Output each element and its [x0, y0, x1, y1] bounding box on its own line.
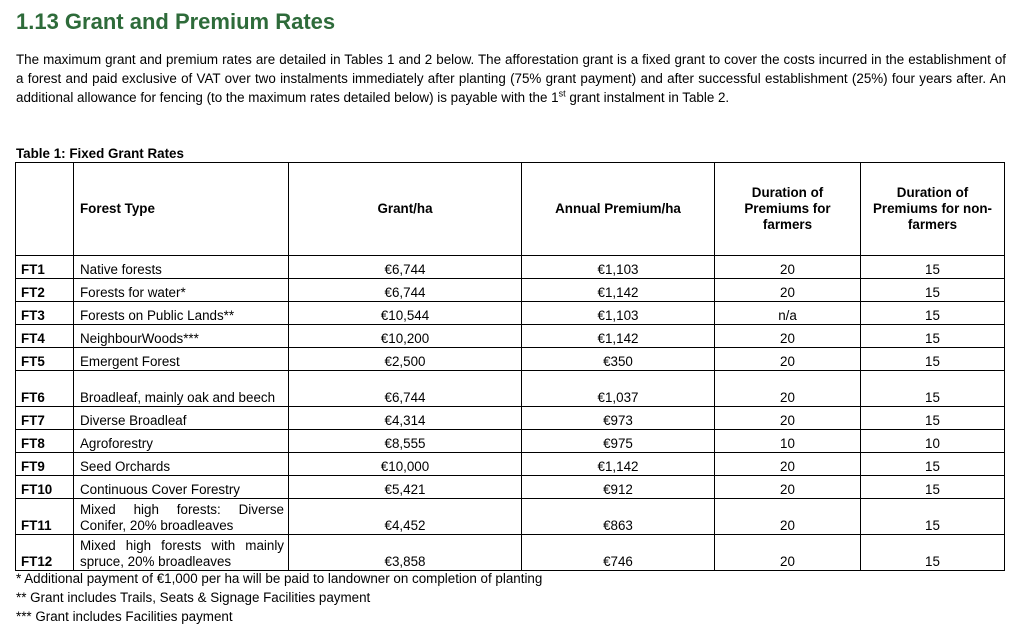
- row-code: FT1: [16, 256, 74, 279]
- row-duration-nonfarmers: 10: [861, 430, 1005, 453]
- header-code: [16, 163, 74, 256]
- row-grant: €10,000: [289, 453, 522, 476]
- row-duration-farmers: 20: [715, 256, 861, 279]
- row-forest-type: Mixed high forests with mainly spruce, 20% broadleaves: [74, 535, 289, 571]
- row-code: FT8: [16, 430, 74, 453]
- row-forest-type: Mixed high forests: Diverse Conifer, 20% broadleaves: [74, 499, 289, 535]
- row-premium: €746: [522, 535, 715, 571]
- row-premium: €863: [522, 499, 715, 535]
- row-grant: €5,421: [289, 476, 522, 499]
- row-duration-nonfarmers: 15: [861, 302, 1005, 325]
- row-forest-type: Diverse Broadleaf: [74, 407, 289, 430]
- row-duration-nonfarmers: 15: [861, 499, 1005, 535]
- table-row: [16, 302, 1005, 325]
- table-row: [16, 371, 1005, 407]
- row-code: FT6: [16, 371, 74, 407]
- row-premium: €1,142: [522, 325, 715, 348]
- row-duration-farmers: 20: [715, 371, 861, 407]
- table-row: [16, 256, 1005, 279]
- footnote-1: * Additional payment of €1,000 per ha will be paid to landowner on completion of planting: [16, 571, 543, 586]
- row-duration-nonfarmers: 15: [861, 279, 1005, 302]
- row-duration-farmers: 20: [715, 476, 861, 499]
- row-duration-farmers: 20: [715, 407, 861, 430]
- table-row: [16, 453, 1005, 476]
- intro-paragraph: [16, 50, 1006, 107]
- intro-superscript: st: [558, 88, 566, 99]
- row-grant: €3,858: [289, 535, 522, 571]
- row-duration-nonfarmers: 15: [861, 256, 1005, 279]
- row-premium: €350: [522, 348, 715, 371]
- intro-text-main: The maximum grant and premium rates are detailed in Tables 1 and 2 below. The afforestation grant is a fixed grant to cover the costs incurred in the establishment of a forest and paid exclusive of VAT over two instalments immediately after planting (75% grant payment) and after successful establishment (25%) four years after. An additional allowance for fencing (to the maximum rates detailed below) is payable with the 1: [16, 52, 1006, 105]
- row-code: FT11: [16, 499, 74, 535]
- row-forest-type: Broadleaf, mainly oak and beech: [74, 371, 289, 407]
- row-forest-type: Native forests: [74, 256, 289, 279]
- table-row: [16, 407, 1005, 430]
- row-code: FT12: [16, 535, 74, 571]
- header-grant: Grant/ha: [289, 163, 522, 256]
- row-grant: €6,744: [289, 371, 522, 407]
- row-grant: €8,555: [289, 430, 522, 453]
- row-grant: €4,452: [289, 499, 522, 535]
- row-duration-farmers: 10: [715, 430, 861, 453]
- row-grant: €10,200: [289, 325, 522, 348]
- row-duration-farmers: 20: [715, 325, 861, 348]
- row-code: FT9: [16, 453, 74, 476]
- row-grant: €6,744: [289, 256, 522, 279]
- row-forest-type: Forests on Public Lands**: [74, 302, 289, 325]
- row-duration-nonfarmers: 15: [861, 348, 1005, 371]
- table-caption: Table 1: Fixed Grant Rates: [16, 146, 184, 161]
- row-grant: €2,500: [289, 348, 522, 371]
- row-duration-farmers: 20: [715, 535, 861, 571]
- row-duration-nonfarmers: 15: [861, 407, 1005, 430]
- header-forest-type: Forest Type: [74, 163, 289, 256]
- row-premium: €1,142: [522, 279, 715, 302]
- table-header-row: [16, 163, 1005, 256]
- row-code: FT5: [16, 348, 74, 371]
- table-row: [16, 535, 1005, 571]
- intro-text-end: grant instalment in Table 2.: [565, 90, 730, 105]
- row-code: FT7: [16, 407, 74, 430]
- header-duration-farmers: Duration of Premiums for farmers: [715, 163, 861, 256]
- row-premium: €975: [522, 430, 715, 453]
- row-grant: €6,744: [289, 279, 522, 302]
- header-duration-nonfarmers: Duration of Premiums for non-farmers: [861, 163, 1005, 256]
- row-forest-type: Seed Orchards: [74, 453, 289, 476]
- row-forest-type: Agroforestry: [74, 430, 289, 453]
- row-duration-nonfarmers: 15: [861, 476, 1005, 499]
- row-code: FT3: [16, 302, 74, 325]
- table-row: [16, 348, 1005, 371]
- row-duration-nonfarmers: 15: [861, 371, 1005, 407]
- table-row: [16, 325, 1005, 348]
- table-row: [16, 476, 1005, 499]
- row-duration-farmers: 20: [715, 348, 861, 371]
- row-duration-farmers: 20: [715, 453, 861, 476]
- row-duration-farmers: 20: [715, 279, 861, 302]
- row-premium: €1,037: [522, 371, 715, 407]
- header-annual-premium: Annual Premium/ha: [522, 163, 715, 256]
- row-grant: €10,544: [289, 302, 522, 325]
- row-code: FT10: [16, 476, 74, 499]
- footnote-3: *** Grant includes Facilities payment: [16, 609, 233, 624]
- section-heading: 1.13 Grant and Premium Rates: [16, 9, 336, 34]
- row-code: FT2: [16, 279, 74, 302]
- row-code: FT4: [16, 325, 74, 348]
- row-duration-farmers: n/a: [715, 302, 861, 325]
- table-row: [16, 430, 1005, 453]
- row-forest-type: Emergent Forest: [74, 348, 289, 371]
- row-duration-nonfarmers: 15: [861, 453, 1005, 476]
- footnotes: [16, 569, 542, 626]
- row-forest-type: NeighbourWoods***: [74, 325, 289, 348]
- row-forest-type: Forests for water*: [74, 279, 289, 302]
- row-premium: €912: [522, 476, 715, 499]
- row-premium: €1,142: [522, 453, 715, 476]
- table-row: [16, 499, 1005, 535]
- table-row: [16, 279, 1005, 302]
- row-grant: €4,314: [289, 407, 522, 430]
- row-premium: €973: [522, 407, 715, 430]
- row-premium: €1,103: [522, 302, 715, 325]
- footnote-2: ** Grant includes Trails, Seats & Signage Facilities payment: [16, 590, 371, 605]
- row-duration-nonfarmers: 15: [861, 535, 1005, 571]
- row-duration-nonfarmers: 15: [861, 325, 1005, 348]
- row-duration-farmers: 20: [715, 499, 861, 535]
- row-premium: €1,103: [522, 256, 715, 279]
- fixed-grant-rates-table: [15, 162, 1005, 571]
- row-forest-type: Continuous Cover Forestry: [74, 476, 289, 499]
